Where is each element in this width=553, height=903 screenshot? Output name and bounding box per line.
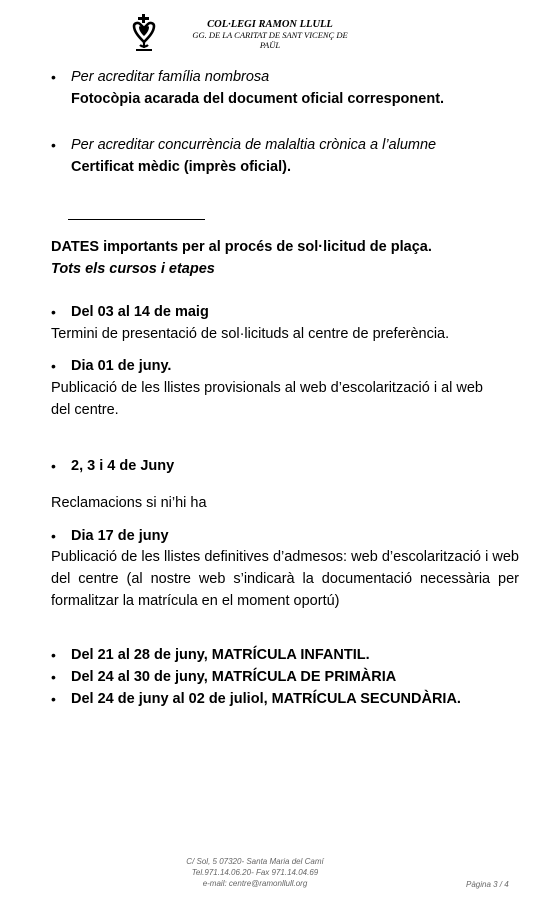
doc-condition-1: Per acreditar família nombrosa bbox=[71, 69, 270, 85]
order-name-line2: PAÜL bbox=[259, 40, 281, 50]
bullet-icon: • bbox=[51, 358, 56, 374]
date-item-4-description: Publicació de les llistes definitives d’admesos: web d’escolarització i web del centre (al nostre web s’indicarà la documentació necessària per formalitzar la matrícula en el moment oportú) bbox=[51, 549, 519, 609]
date-item-3-description: Reclamacions si ni’hi ha bbox=[51, 495, 207, 511]
bullet-icon: • bbox=[51, 528, 56, 544]
dates-subtitle: Tots els cursos i etapes bbox=[51, 261, 215, 277]
doc-requirement-1: Fotocòpia acarada del document oficial corresponent. bbox=[71, 91, 445, 107]
enrollment-infantil: Del 21 al 28 de juny, MATRÍCULA INFANTIL. bbox=[71, 647, 370, 663]
school-header bbox=[180, 20, 360, 50]
bullet-icon: • bbox=[51, 458, 56, 474]
page-number: Pàgina 3 / 4 bbox=[466, 880, 509, 889]
dates-title: DATES importants per al procés de sol·licitud de plaça. bbox=[51, 239, 432, 255]
date-item-2-description-line2: del centre. bbox=[51, 402, 119, 418]
date-item-1-date: Del 03 al 14 de maig bbox=[71, 304, 209, 320]
footer-contact bbox=[150, 856, 360, 889]
footer-phone: Tel.971.14.06.20- Fax 971.14.04.69 bbox=[191, 868, 319, 877]
doc-condition-2: Per acreditar concurrència de malaltia crònica a l’alumne bbox=[71, 137, 437, 153]
date-item-2-description-line1: Publicació de les llistes provisionals al web d’escolarització i al web bbox=[51, 380, 483, 396]
school-logo-icon bbox=[130, 14, 158, 54]
bullet-icon: • bbox=[51, 691, 56, 707]
footer-email: e-mail: centre@ramonllull.org bbox=[202, 879, 308, 888]
doc-requirement-2: Certificat mèdic (imprès oficial). bbox=[71, 159, 291, 175]
bullet-icon: • bbox=[51, 137, 56, 153]
enrollment-primaria: Del 24 al 30 de juny, MATRÍCULA DE PRIMÀRIA bbox=[71, 669, 397, 685]
date-item-1-description: Termini de presentació de sol·licituds al centre de preferència. bbox=[51, 326, 450, 342]
date-item-3-date: 2, 3 i 4 de Juny bbox=[71, 458, 175, 474]
enrollment-secundaria: Del 24 de juny al 02 de juliol, MATRÍCULA SECUNDÀRIA. bbox=[71, 691, 461, 707]
school-name: COL·LEGI RAMON LLULL bbox=[207, 19, 333, 30]
bullet-icon: • bbox=[51, 647, 56, 663]
separator-line bbox=[68, 219, 205, 220]
date-item-4-date: Dia 17 de juny bbox=[71, 528, 169, 544]
bullet-icon: • bbox=[51, 69, 56, 85]
bullet-icon: • bbox=[51, 304, 56, 320]
order-name-line1: GG. DE LA CARITAT DE SANT VICENÇ DE bbox=[192, 30, 348, 40]
bullet-icon: • bbox=[51, 669, 56, 685]
date-item-2-date: Dia 01 de juny. bbox=[71, 358, 172, 374]
footer-address: C/ Sol, 5 07320- Santa Maria del Camí bbox=[186, 857, 324, 866]
